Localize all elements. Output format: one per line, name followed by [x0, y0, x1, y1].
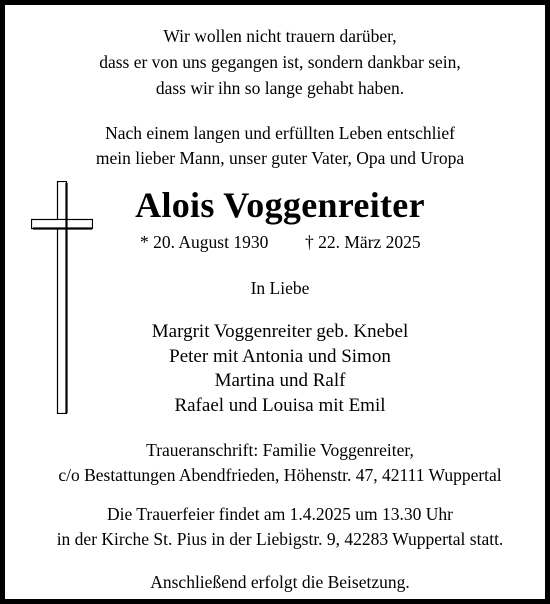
closing-line: Anschließend erfolgt die Beisetzung.	[150, 572, 410, 592]
intro-line-2: mein lieber Mann, unser guter Vater, Opa und Uropa	[95, 148, 465, 168]
mourner-line-3: Martina und Ralf	[214, 370, 346, 391]
intro-line-1: Nach einem langen und erfüllten Leben entschlief	[105, 123, 455, 143]
service-line-1: Die Trauerfeier findet am 1.4.2025 um 13.30 Uhr	[106, 504, 454, 524]
birth-date: * 20. August 1930	[140, 232, 269, 252]
life-dates	[10, 231, 550, 253]
poem-line-1: Wir wollen nicht trauern darüber,	[163, 26, 397, 46]
in-love-label: In Liebe	[250, 278, 310, 298]
mourner-line-2: Peter mit Antonia und Simon	[169, 346, 391, 367]
mourner-line-4: Rafael und Louisa mit Emil	[174, 395, 386, 416]
deceased-name: Alois Voggenreiter	[135, 185, 425, 225]
poem-line-2: dass er von uns gegangen ist, sondern dankbar sein,	[99, 52, 461, 72]
poem-line-3: dass wir ihn so lange gehabt haben.	[155, 78, 405, 98]
death-date: † 22. März 2025	[305, 232, 421, 252]
address-line-2: c/o Bestattungen Abendfrieden, Höhenstr. 47, 42111 Wuppertal	[58, 465, 502, 485]
service-line-2: in der Kirche St. Pius in der Liebigstr. 9, 42283 Wuppertal statt.	[56, 529, 504, 549]
mourner-line-1: Margrit Voggenreiter geb. Knebel	[151, 321, 409, 342]
address-line-1: Traueranschrift: Familie Voggenreiter,	[146, 440, 414, 460]
